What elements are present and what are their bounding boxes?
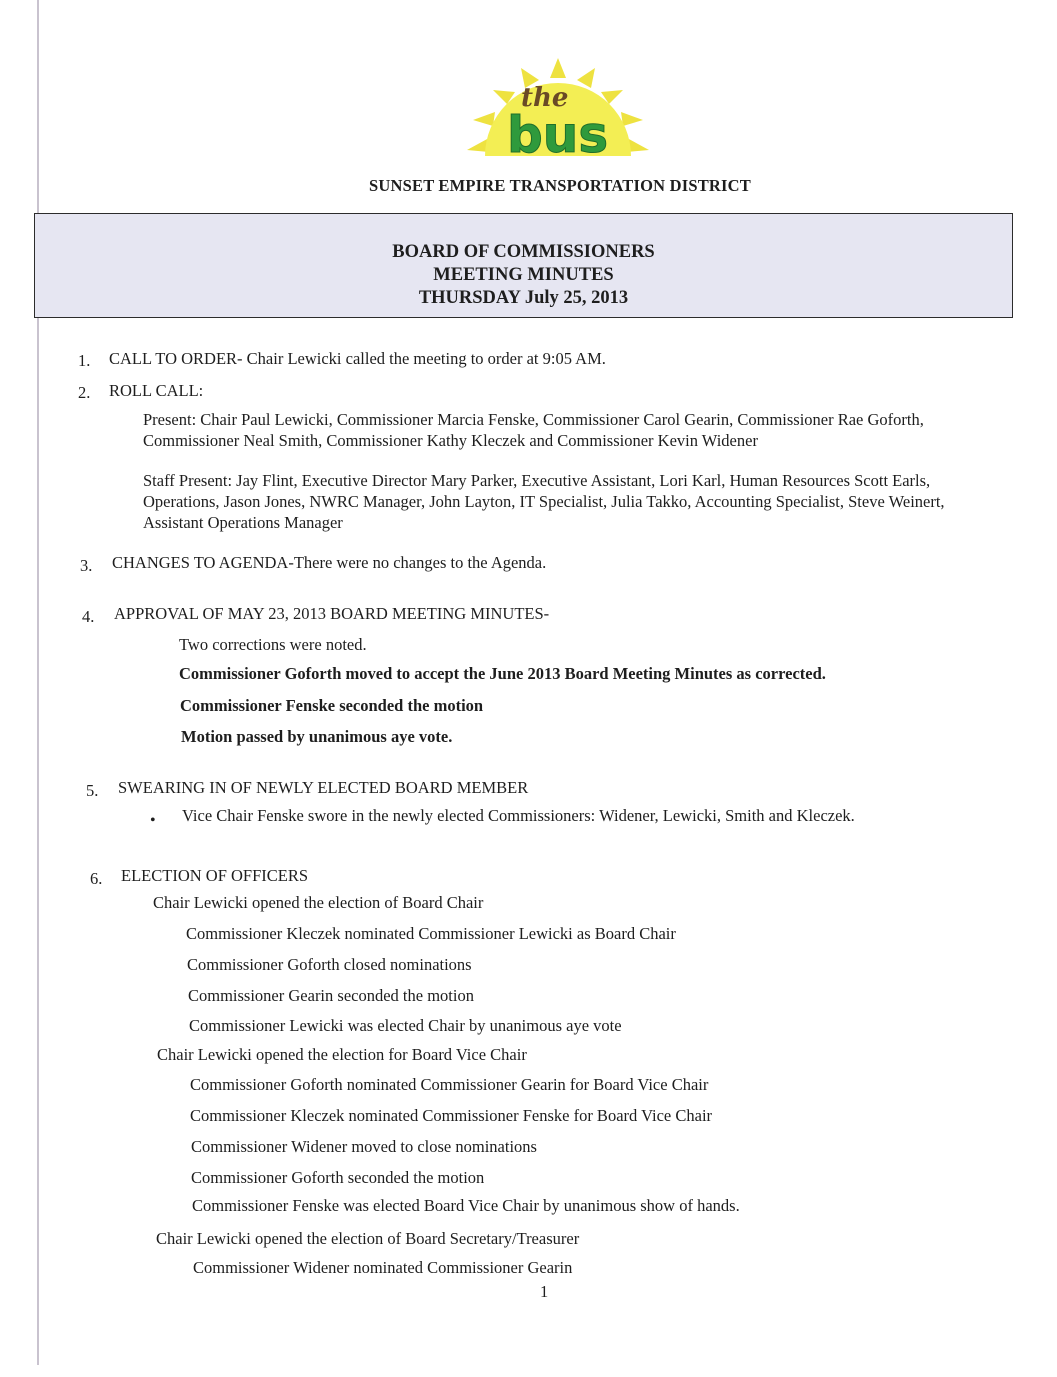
- title-line-date: THURSDAY July 25, 2013: [418, 288, 629, 308]
- vice-chair-nomination-gearin: Commissioner Goforth nominated Commissioner Gearin for Board Vice Chair: [190, 1075, 709, 1094]
- item-6-number: 6.: [90, 869, 103, 888]
- page-number: 1: [540, 1282, 549, 1301]
- item-1-number: 1.: [78, 351, 91, 370]
- item-4-approval-of-minutes: APPROVAL OF MAY 23, 2013 BOARD MEETING MINUTES-: [114, 604, 550, 623]
- bullet-icon: •: [150, 812, 156, 829]
- item-5-bullet-text: Vice Chair Fenske swore in the newly elected Commissioners: Widener, Lewicki, Smith and Kleczek.: [182, 806, 855, 825]
- item-1-call-to-order: CALL TO ORDER- Chair Lewicki called the meeting to order at 9:05 AM.: [109, 349, 606, 368]
- the-bus-logo: [463, 52, 653, 164]
- chair-election-opened: Chair Lewicki opened the election of Board Chair: [153, 893, 484, 912]
- vice-chair-nomination-fenske: Commissioner Kleczek nominated Commissioner Fenske for Board Vice Chair: [190, 1106, 713, 1125]
- roll-call-staff: Staff Present: Jay Flint, Executive Director Mary Parker, Executive Assistant, Lori Karl, Human Resources Scott Earls, Operations, Jason Jones, NWRC Manager, John Layton, IT Specialist, Julia Takko, Accounting Specialist, Steve Weinert, Assistant Operations Manager: [143, 471, 945, 532]
- vice-chair-election-opened: Chair Lewicki opened the election for Board Vice Chair: [157, 1045, 527, 1064]
- item-4-corrections: Two corrections were noted.: [179, 635, 367, 654]
- item-3-changes-to-agenda: CHANGES TO AGENDA-There were no changes to the Agenda.: [112, 553, 547, 572]
- roll-call-present: Present: Chair Paul Lewicki, Commissioner Marcia Fenske, Commissioner Carol Gearin, Commissioner Rae Goforth, Commissioner Neal Smith, Commissioner Kathy Kleczek and Commissioner Kevin Widener: [143, 410, 924, 450]
- item-2-number: 2.: [78, 383, 91, 402]
- item-5-number: 5.: [86, 781, 99, 800]
- item-2-roll-call: ROLL CALL:: [109, 381, 204, 400]
- logo-word-bus: bus: [507, 106, 609, 164]
- item-5-swearing-in: SWEARING IN OF NEWLY ELECTED BOARD MEMBER: [118, 778, 529, 797]
- chair-elected: Commissioner Lewicki was elected Chair by unanimous aye vote: [189, 1016, 622, 1035]
- vice-chair-seconded: Commissioner Goforth seconded the motion: [191, 1168, 485, 1187]
- title-line-board: BOARD OF COMMISSIONERS: [392, 242, 655, 262]
- item-4-vote: Motion passed by unanimous aye vote.: [181, 727, 453, 746]
- chair-nomination: Commissioner Kleczek nominated Commissioner Lewicki as Board Chair: [186, 924, 676, 943]
- chair-nominations-closed: Commissioner Goforth closed nominations: [187, 955, 472, 974]
- logo-word-the: the: [521, 83, 569, 113]
- organization-name: SUNSET EMPIRE TRANSPORTATION DISTRICT: [369, 176, 751, 195]
- item-6-election-of-officers: ELECTION OF OFFICERS: [121, 866, 309, 885]
- vice-chair-elected: Commissioner Fenske was elected Board Vice Chair by unanimous show of hands.: [192, 1196, 740, 1215]
- item-4-second: Commissioner Fenske seconded the motion: [180, 696, 484, 715]
- title-line-minutes: MEETING MINUTES: [433, 265, 614, 285]
- secretary-nomination: Commissioner Widener nominated Commissioner Gearin: [193, 1258, 573, 1277]
- item-3-number: 3.: [80, 556, 93, 575]
- chair-seconded: Commissioner Gearin seconded the motion: [188, 986, 474, 1005]
- item-4-motion: Commissioner Goforth moved to accept the June 2013 Board Meeting Minutes as corrected.: [179, 664, 826, 683]
- title-box: [34, 213, 1013, 318]
- vice-chair-close-nominations: Commissioner Widener moved to close nominations: [191, 1137, 537, 1156]
- item-4-number: 4.: [82, 607, 95, 626]
- secretary-election-opened: Chair Lewicki opened the election of Board Secretary/Treasurer: [156, 1229, 580, 1248]
- sun-logo-icon: [463, 52, 653, 164]
- page-margin-line: [37, 0, 39, 1365]
